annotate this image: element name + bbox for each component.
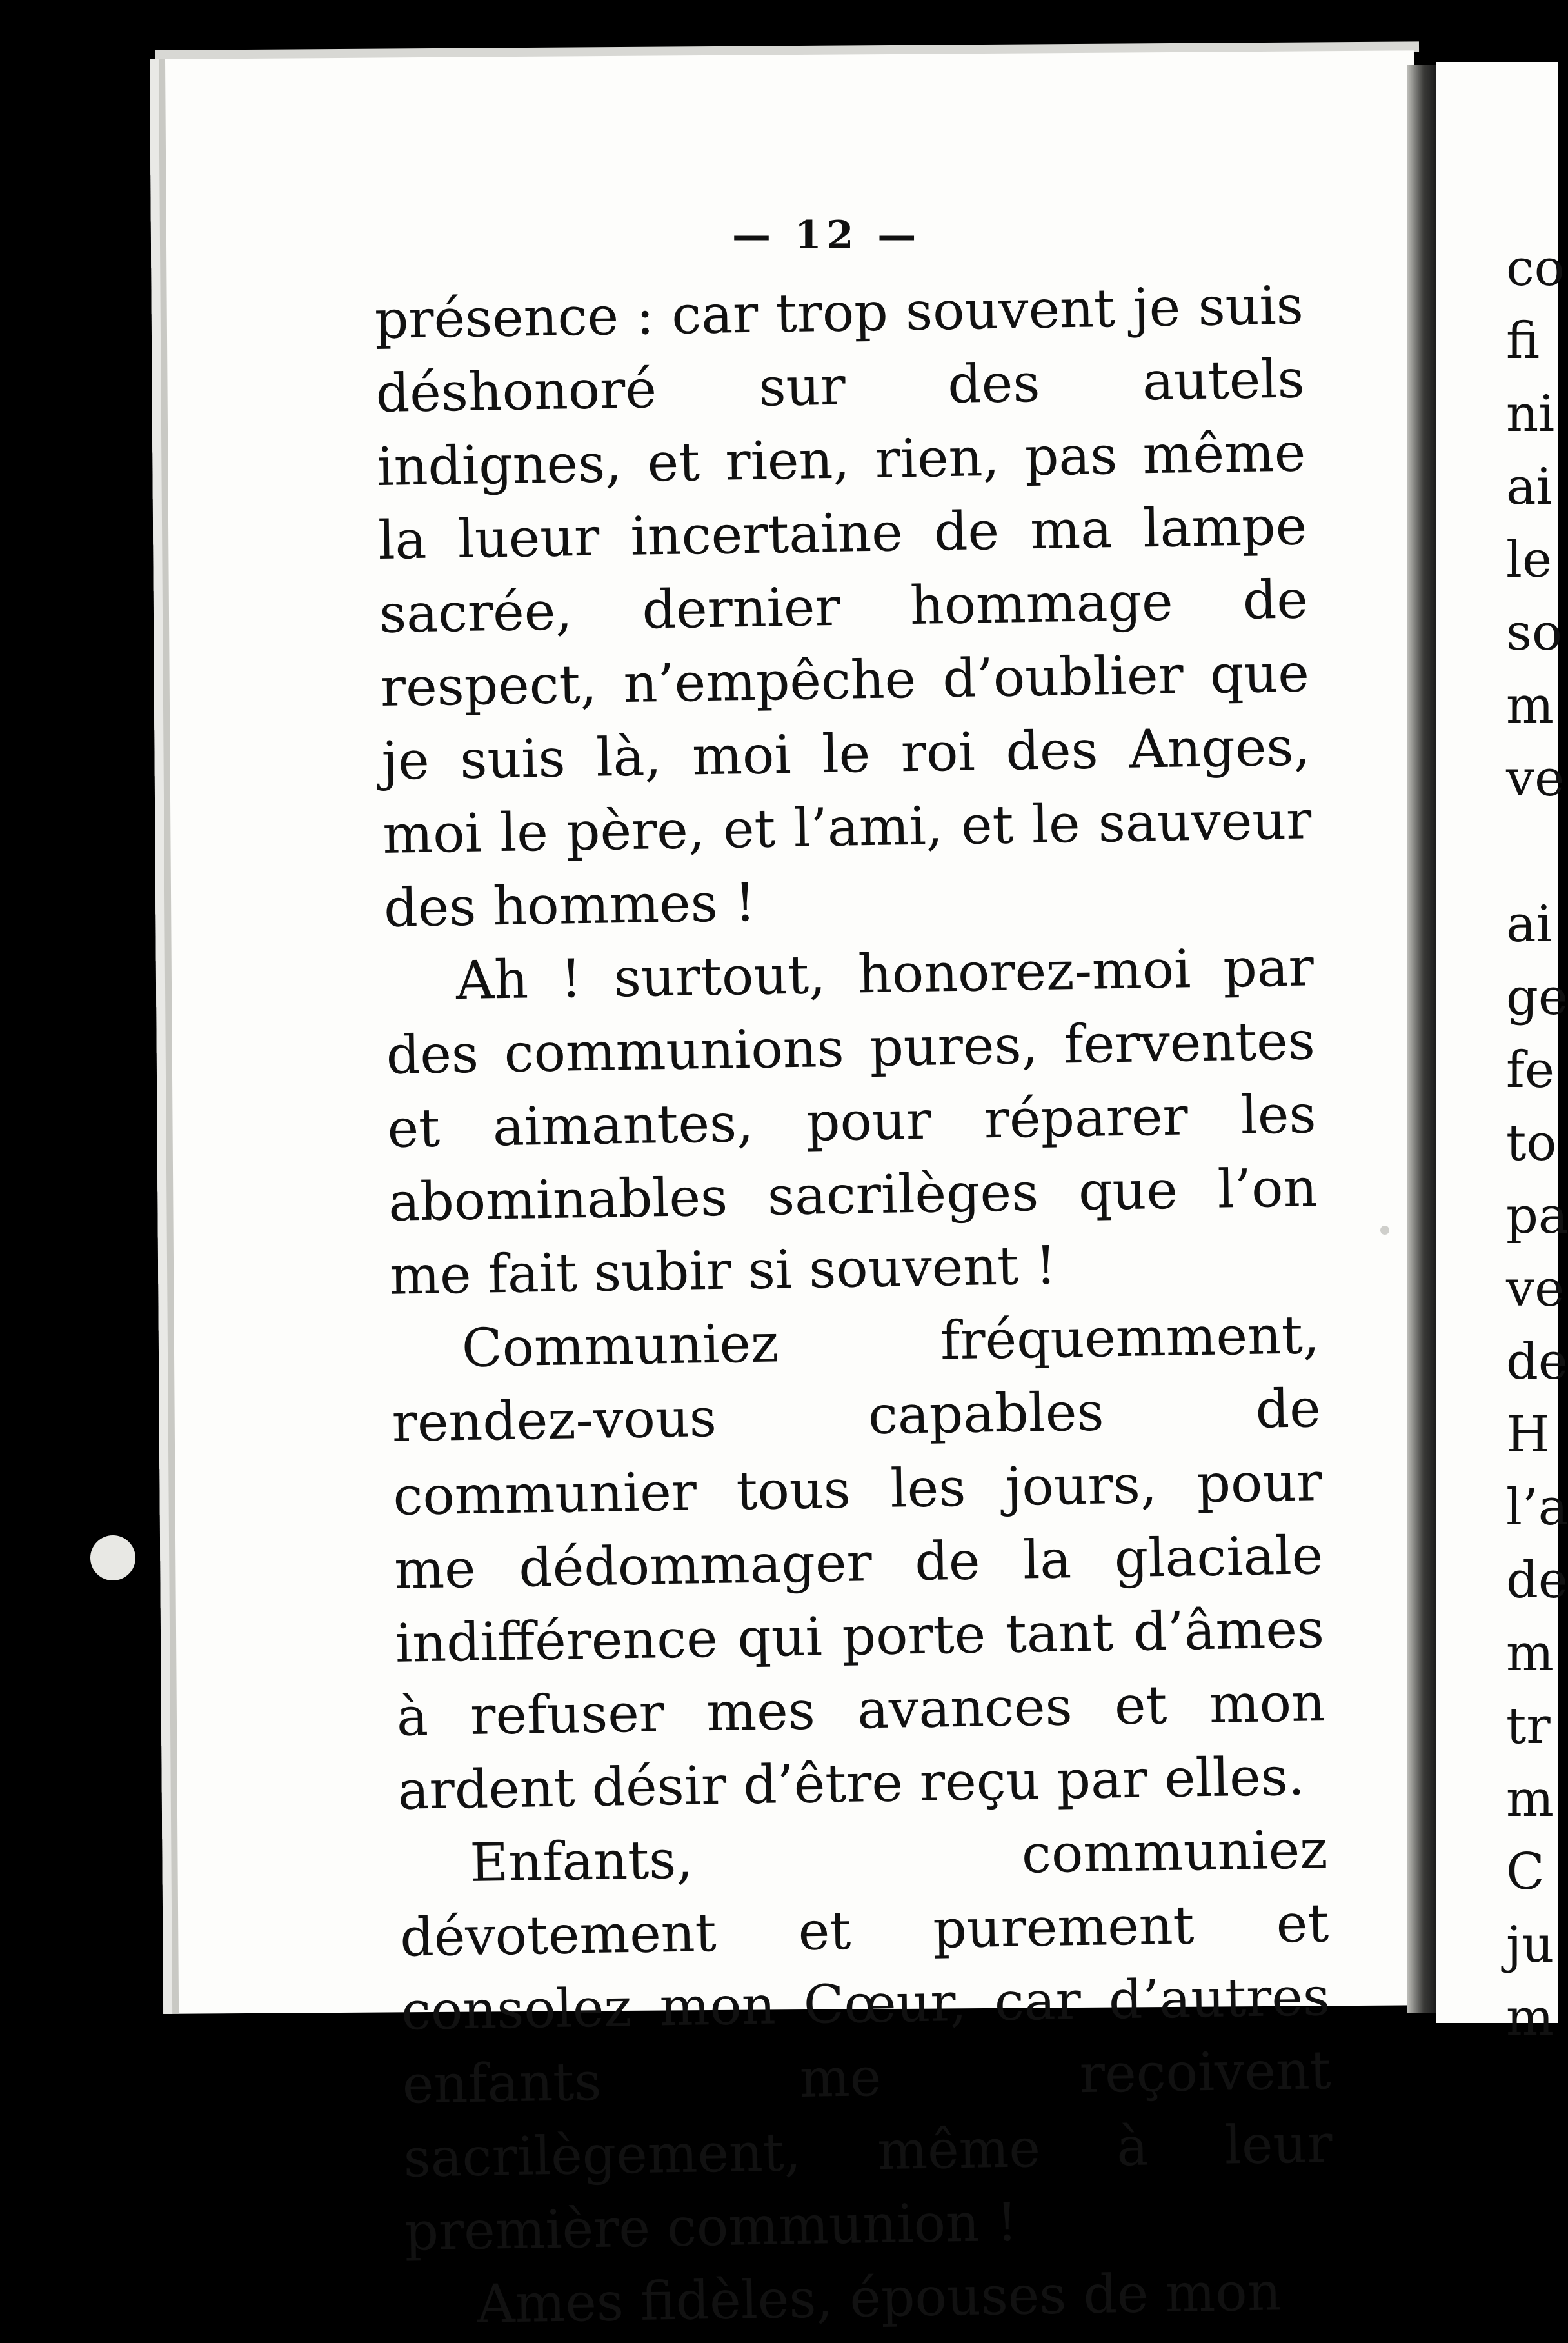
fragment-line: m [1506,677,1554,735]
fragment-line: l’a [1506,1479,1568,1537]
fragment-line: ve [1506,1260,1565,1318]
fragment-line: H [1506,1406,1551,1464]
fragment-line: pa [1506,1187,1568,1245]
fragment-line: fi [1506,312,1540,370]
fragment-line: tr [1506,1697,1551,1755]
paragraph: Ames fidèles, épouses de mon [476,2261,1282,2335]
book-gutter [1407,65,1437,2013]
fragment-line: ai [1506,458,1553,516]
main-text-block [374,269,1335,2342]
paper-speck [1380,1226,1389,1235]
paragraph: présence : car trop souvent je suis déshonoré sur des autels indignes, et rien, rien, pas même la lueur incertaine de ma lampe sacrée, dernier hommage de respect, n’empêche d’oublier que je suis là, moi le roi des Anges, moi le père, et l’ami, et le sauveur des hommes ! [374,275,1312,939]
fragment-line: ju [1506,1916,1554,1974]
fragment-line: le [1506,531,1553,589]
paragraph: Communiez fréquemment, rendez-vous capables de communier tous les jours, pour me dédommager de la glaciale indifférence qui porte tant d’âmes à refuser mes avances et mon ardent désir d’être reçu par elles. [392,1304,1326,1822]
fragment-line: C [1506,1843,1545,1901]
fragment-line: ge [1506,968,1568,1026]
fragment-line: so [1506,604,1562,662]
facing-page-text-fragments [1506,232,1568,2055]
fragment-line: ai [1506,895,1553,953]
paragraph-gap [1506,815,1558,888]
fragment-line: m [1506,1989,1554,2047]
fragment-line: de [1506,1551,1568,1610]
fragment-line: to [1506,1114,1557,1172]
fragment-line: ni [1506,385,1555,443]
page-number: — 12 — [732,213,922,258]
paragraph: Ah ! surtout, honorez-moi par des communions pures, ferventes et aimantes, pour réparer les abominables sacrilèges que l’on me fait subir si souvent ! [386,937,1318,1307]
fragment-line: ve [1506,750,1565,808]
paragraph: Enfants, communiez dévotement et purement et consolez mon Cœur, car d’autres enfants me reçoivent sacrilègement, même à leur première communion ! [399,1819,1333,2263]
fragment-line: de [1506,1333,1568,1391]
fragment-line: fe [1506,1041,1555,1099]
paper-speck [90,1535,135,1580]
fragment-line: m [1506,1624,1554,1682]
fragment-line: m [1506,1770,1554,1828]
fragment-line: co [1506,239,1565,297]
